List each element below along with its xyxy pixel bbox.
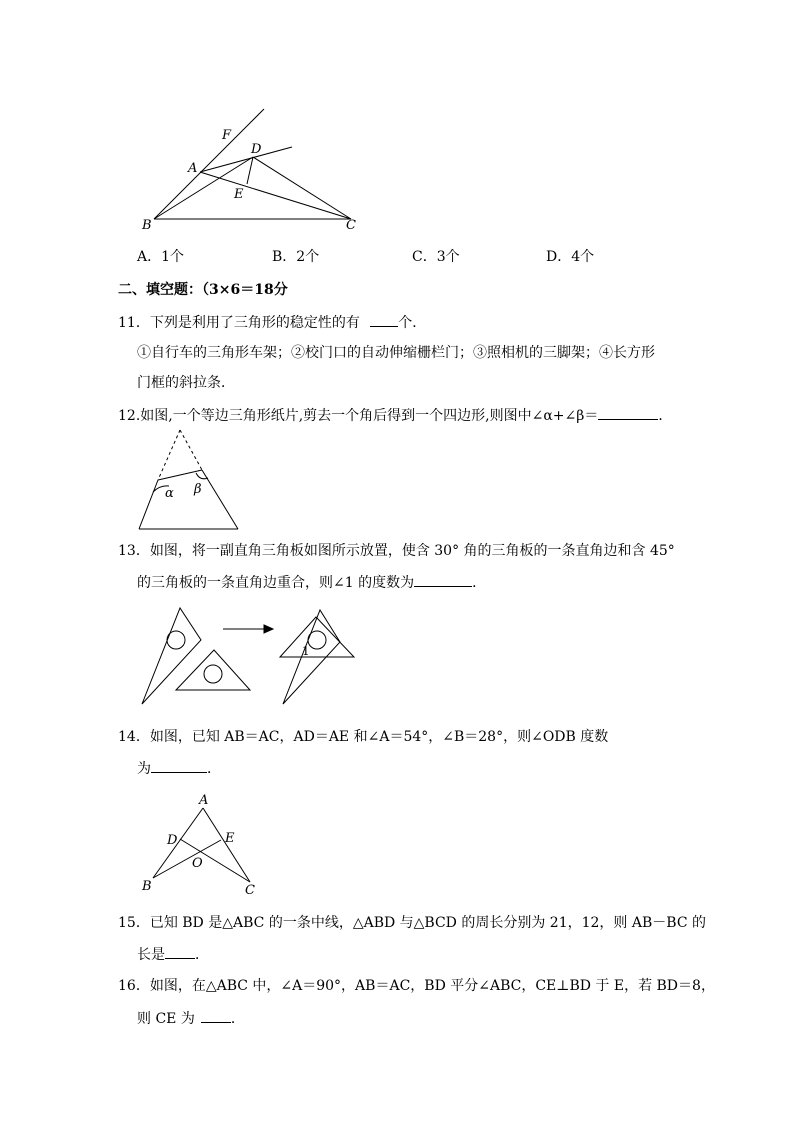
q11-after: 个． xyxy=(398,315,427,331)
line-dc xyxy=(180,839,250,882)
q16-text: 则 CE 为 xyxy=(137,1011,195,1027)
label-c: C xyxy=(346,218,356,233)
cut-line xyxy=(158,470,202,480)
figure-cut-triangle xyxy=(130,425,250,535)
label-f: F xyxy=(222,128,232,143)
section-title: 二、填空题：（3×6＝18分 xyxy=(118,282,288,298)
q11-text: 11．下列是利用了三角形的稳定性的有 xyxy=(118,315,360,331)
label-beta: β xyxy=(194,482,202,497)
q14-blank[interactable] xyxy=(151,758,207,773)
label-b: B xyxy=(142,218,152,233)
figure-triangle-fdaebc xyxy=(130,100,380,240)
label-c: C xyxy=(245,883,255,898)
question-12 xyxy=(118,405,672,426)
line-be xyxy=(153,840,221,878)
label-a: A xyxy=(188,161,198,176)
label-a: A xyxy=(199,793,209,808)
label-alpha: α xyxy=(165,486,174,501)
q14-end: ． xyxy=(207,761,221,777)
combined-45 xyxy=(280,617,354,657)
beta-arc xyxy=(196,473,208,479)
q12-blank[interactable] xyxy=(598,405,658,420)
label-e: E xyxy=(234,187,244,202)
dashed-left-edge xyxy=(158,430,180,480)
label-d: D xyxy=(251,142,262,157)
figure-set-squares xyxy=(130,600,370,710)
set-square-hole xyxy=(204,665,222,683)
q15-blank[interactable] xyxy=(165,944,195,959)
left-side xyxy=(139,480,158,529)
q11-line3: 门框的斜拉条． xyxy=(137,375,235,391)
q13-line1: 13．如图，将一副直角三角板如图所示放置，使含 30° 角的三角板的一条直角边和含 45° xyxy=(118,543,675,559)
q12-end: ． xyxy=(658,408,673,424)
q15-end: ． xyxy=(195,947,209,963)
arrow-head xyxy=(264,625,273,633)
q13-blank[interactable] xyxy=(414,572,472,587)
set-square-45 xyxy=(176,650,250,690)
line-dc xyxy=(253,157,351,219)
q16-blank[interactable] xyxy=(201,1008,231,1023)
label-o: O xyxy=(192,856,203,871)
figure-triangle-abc-o xyxy=(135,790,265,900)
option-a: A．1个 xyxy=(137,249,185,265)
q11-line2: ①自行车的三角形车架；②校门口的自动伸缩栅栏门；③照相机的三脚架；④长方形 xyxy=(137,345,655,361)
q15-text: 长是 xyxy=(137,947,165,963)
combined-hole xyxy=(308,631,326,649)
label-d: D xyxy=(167,833,178,848)
dashed-right-edge xyxy=(180,430,202,470)
q13-text: 的三角板的一条直角边重合，则∠1 的度数为 xyxy=(137,575,415,591)
q14-text: 为 xyxy=(137,761,151,777)
q11-blank[interactable] xyxy=(370,312,398,327)
question-16 xyxy=(137,1008,245,1029)
q16-line1: 16．如图，在△ABC 中，∠A＝90°，AB＝AC，BD 平分∠ABC，CE⊥BD 于 E，若 BD＝8， xyxy=(118,978,715,994)
question-11 xyxy=(118,312,426,333)
line-ac xyxy=(200,172,351,219)
question-15 xyxy=(137,944,209,965)
question-13 xyxy=(137,572,486,593)
option-c: C．3个 xyxy=(412,249,460,265)
q13-end: ． xyxy=(472,575,487,591)
q15-line1: 15．已知 BD 是△ABC 的一条中线，△ABD 与△BCD 的周长分别为 21，12，则 AB－BC 的 xyxy=(118,915,706,931)
line-b-f-extended xyxy=(154,109,264,219)
q12-text: 12.如图,一个等边三角形纸片,剪去一个角后得到一个四边形,则图中∠α+∠β＝ xyxy=(118,408,599,424)
right-side xyxy=(202,470,238,529)
label-b: B xyxy=(142,879,152,894)
option-b: B．2个 xyxy=(272,249,320,265)
set-square-hole xyxy=(167,631,185,649)
q16-end: ． xyxy=(230,1011,245,1027)
line-de xyxy=(247,157,253,184)
option-d: D．4个 xyxy=(546,249,595,265)
label-e: E xyxy=(225,831,235,846)
question-14 xyxy=(137,758,221,779)
q14-line1: 14．如图，已知 AB＝AC，AD＝AE 和∠A＝54°，∠B＝28°，则∠ODB 度数 xyxy=(118,729,609,745)
angle-1-label: 1 xyxy=(302,644,310,658)
